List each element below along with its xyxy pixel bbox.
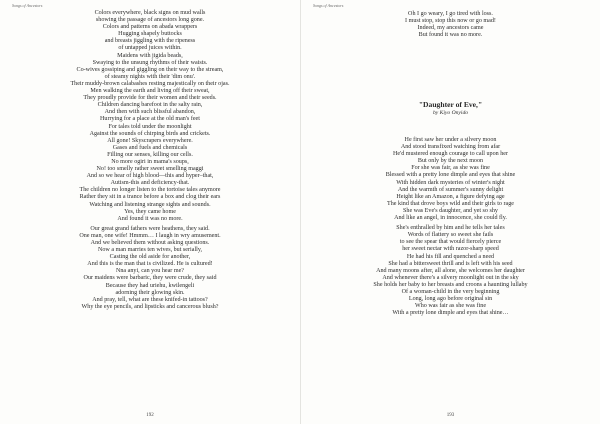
poem-line: And this is the man that is civilized. He is cultured! [87,261,213,268]
poem-line: Colors everywhere, black signs on mud walls [94,10,206,16]
poem-line: The kind that drove boys wild and their girls to rage [387,200,514,207]
poem-line: Our maidens were barbaric, they were crude, they said [83,275,217,282]
poem-line: With a pretty lone dimple and eyes that shine… [392,310,509,317]
poem-line: Height like an Amazon, a figure defying age [396,193,505,200]
poem-line: With hidden dark mysteries of winter's night [396,179,505,186]
poem-line: Why the eye pencils, and lipsticks and cancerous blush? [81,303,219,310]
running-header-left: Songs of Ancestors [12,3,43,8]
poem-line: Filling our senses, killing our cells. [107,151,193,158]
poem-line: Swaying to the unsung rhythms of their waists. [92,59,208,66]
page-number-right: 193 [446,413,455,418]
poem-line: Gases and fuels and chemicals [112,144,188,151]
poem-title: "Daughter of Eve," [418,100,483,109]
poem-line: Watching and listening strange sights and sounds. [89,201,211,208]
poem-line: Yes, they came home [124,208,176,215]
poem-line: Hugging shapely buttocks [118,31,182,38]
poem-line: He first saw her under a silvery moon [404,137,497,143]
poem-line: to see the spear that would fiercely pierce [399,239,502,246]
poem-line: And then with such blissful abandon, [104,109,196,116]
poem-line: Maidens with jigida beads, [117,52,183,59]
poem-line: But found it was no more. [418,32,483,39]
poem-line: adorning their glowing skin. [115,289,185,296]
poem-line: Co-wives gossiping and giggling on their way to the stream, [76,66,224,73]
page-number-left: 192 [146,413,154,418]
poem-line: Long, long ago before original sin [408,296,493,303]
poem-line: Blessed with a pretty lone dimple and eyes that shine [385,172,516,179]
right-poem-ending [301,11,600,39]
poem-line: They proudly provide for their women and their seeds. [83,95,217,102]
poem-line: She had a bittersweet thrill and is left with his seed [388,260,513,267]
poem-line: She holds her baby to her breasts and croons a haunting lullaby [373,281,528,288]
poem-line: Oh I go weary, I go tired with loss. [408,11,493,17]
poem-line: Of a woman-child in the very beginning [401,288,500,295]
poem-line: For she was fair, as she was fine [411,165,490,172]
poem-line: Because they had uriehu, kwilengeli [105,282,195,289]
poem-line: And pray, tell, what are these knifed-in tattoos? [92,296,208,303]
poem-line: Against the sounds of chirping birds and crickets. [89,130,211,137]
poem-line: She was Eve's daughter, and yet so shy [403,207,498,214]
left-poem-text [0,10,300,311]
poem-heading [301,100,600,117]
poem-line: And so we hear of high blood—this and hyper–that, [86,173,214,180]
poem-line: Words of flattery so sweet she fails [407,232,494,239]
poem-author: by Kiyo Onyido [432,110,469,116]
poem-line: And many moons after, all alone, she welcomes her daughter [376,267,525,274]
poem-line: of steamy nights with their 'dim onu'. [104,73,196,80]
poem-line: of untapped juices within. [118,45,182,52]
poem-line: Casting the old aside for another, [109,254,191,261]
poem-line: No! too smelly rather sweet smelling maggi [96,166,204,173]
poem-line: showing the passage of ancestors long gone. [95,17,205,24]
poem-line: The children no longer listen to the tortoise tales anymore [79,187,221,194]
poem-line: Rather they sit in a trance before a box and clog their ears [79,194,221,201]
poem-line: And whenever there's a silvery moonlight out in the sky [382,274,519,281]
poem-line: Autism-this and deficiency-that. [110,180,190,187]
poem-line: All gone! Skyscrapers everywhere. [107,137,193,144]
poem-line: Now a man marries ten wives, but serially, [97,247,203,254]
poem-line: And found it was no more. [117,215,183,222]
poem-line: She's enthralled by him and he tells her tales [396,225,505,232]
poem-line: Our great grand fathers were heathens, they said. [90,225,210,232]
poem-line: Indeed, my ancestors came [417,25,484,32]
poem-line: Colors and patterns on abada wrappers [102,24,198,31]
poem-line: But only by the next moon [417,158,484,165]
poem-line: Nna anyi, can you hear me? [115,268,185,275]
poem-line: her sweet nectar with razor-sharp speed [402,246,499,253]
running-header-right: Songs of Ancestors [313,3,344,8]
poem-line: He had his fill and quenched a need [406,253,495,260]
poem-line: And like an angel, in innocence, she could fly. [394,215,507,222]
poem-line: And the warmth of summer's sunny delight [397,186,504,193]
poem-line: Men walking the earth and living off their sweat, [90,88,210,95]
poem-line: Their muddy-brown calabashes resting majestically on their ojas. [70,80,230,87]
poem-line: For tales told under the moonlight [108,123,192,130]
poem-line: I must stop, stop this now or go mad! [405,18,496,25]
poem-line: and breasts jiggling with the ripeness [104,38,196,45]
daughter-of-eve-text [301,137,600,317]
poem-line: He'd mustered enough courage to call upon her [393,151,508,158]
poem-line: And stood transfixed watching from afar [400,144,501,151]
poem-line: And we believed them without asking questions. [90,240,210,246]
poem-line: Children dancing barefoot in the salty rain, [97,102,203,109]
poem-line: One man, one wife! Hmmm… I laugh in wry amusement. [79,232,221,239]
right-page [300,0,600,424]
poem-line: Hurrying for a place at the old man's feet [100,116,200,123]
poem-line: No more ogiri in mama's soups, [111,158,189,165]
poem-line: Who was fair as she was fine [414,303,487,310]
